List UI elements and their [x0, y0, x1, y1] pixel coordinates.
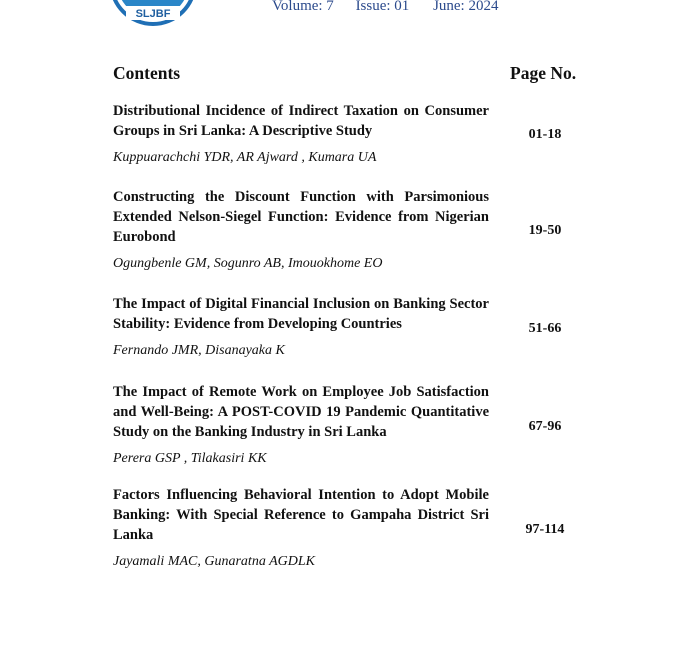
logo-text: SLJBF — [135, 8, 171, 20]
article-authors: Fernando JMR, Disanayaka K — [113, 343, 285, 358]
article-authors: Ogungbenle GM, Sogunro AB, Imouokhome EO — [113, 256, 383, 271]
article-pages: 97-114 — [525, 522, 565, 537]
issue-metadata — [272, 0, 498, 15]
article-pages: 19-50 — [528, 223, 562, 238]
page-no-heading: Page No. — [510, 63, 577, 83]
article-authors: Perera GSP , Tilakasiri KK — [113, 451, 267, 466]
toc-entry[interactable] — [113, 187, 489, 274]
toc-entry[interactable] — [113, 382, 489, 469]
issue-label: Issue: 01 — [355, 0, 410, 14]
toc-entry[interactable] — [113, 485, 489, 572]
article-authors: Jayamali MAC, Gunaratna AGDLK — [113, 554, 315, 569]
article-title[interactable]: The Impact of Remote Work on Employee Job Satisfaction and Well-Being: A POST-COVID 19 Pandemic Quantitative Study on the Banking Industry in Sri Lanka — [113, 384, 489, 440]
article-title[interactable]: Constructing the Discount Function with Parsimonious Extended Nelson-Siegel Function: Evidence from Nigerian Eurobond — [113, 189, 489, 245]
date-label: June: 2024 — [433, 0, 499, 14]
toc-entry[interactable] — [113, 294, 489, 361]
article-pages: 51-66 — [528, 321, 562, 336]
volume-label: Volume: 7 — [272, 0, 334, 14]
article-pages: 01-18 — [528, 127, 562, 142]
article-authors: Kuppuarachchi YDR, AR Ajward , Kumara UA — [113, 150, 377, 165]
article-pages: 67-96 — [528, 419, 562, 434]
article-title[interactable]: The Impact of Digital Financial Inclusion on Banking Sector Stability: Evidence from Developing Countries — [113, 296, 489, 332]
toc-entry[interactable] — [113, 101, 489, 168]
journal-logo — [108, 0, 198, 28]
contents-heading: Contents — [113, 63, 181, 83]
article-title[interactable]: Distributional Incidence of Indirect Taxation on Consumer Groups in Sri Lanka: A Descriptive Study — [113, 103, 489, 139]
article-title[interactable]: Factors Influencing Behavioral Intention to Adopt Mobile Banking: With Special Reference to Gampaha District Sri Lanka — [113, 487, 489, 543]
